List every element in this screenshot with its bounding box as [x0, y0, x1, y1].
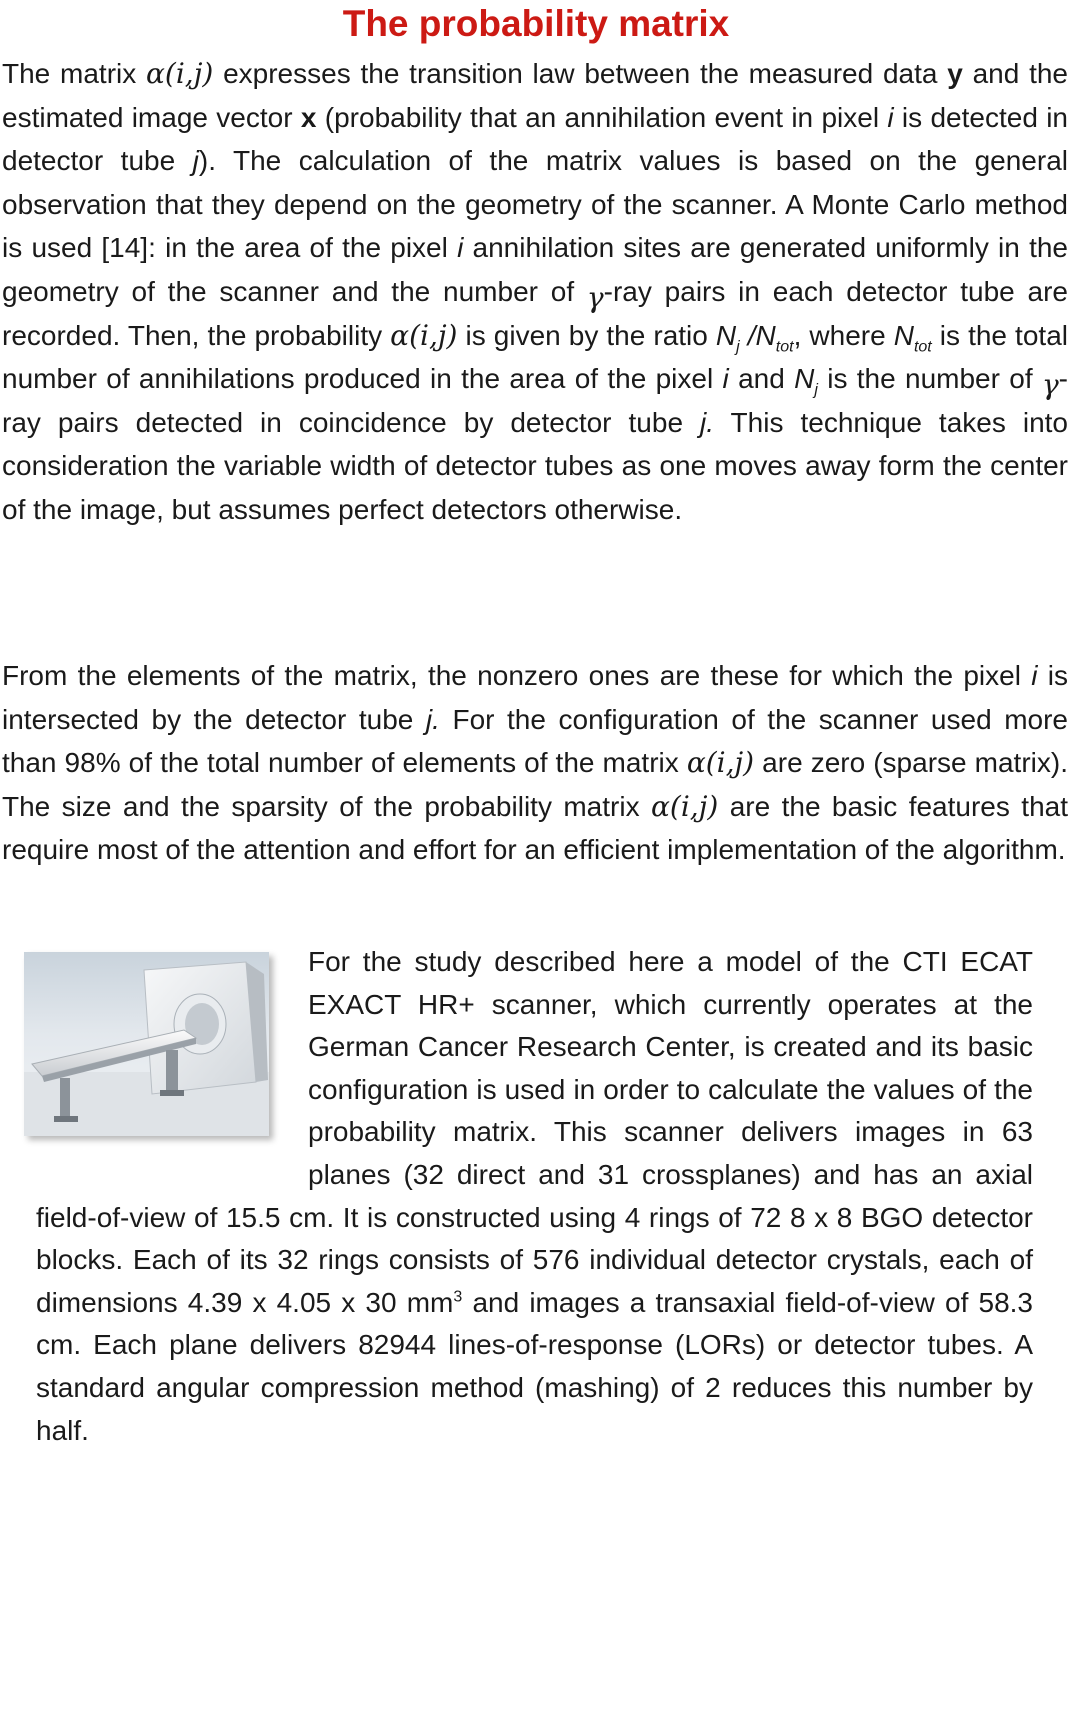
page-title: The probability matrix	[342, 3, 730, 44]
alpha-symbol: α(i,j)	[146, 57, 214, 90]
gamma-symbol: γ	[586, 280, 604, 314]
paragraph-transition-law: The matrix α(i,j) expresses the transition law between the measured data y and the estimated image vector x (probability that an annihilation event in pixel i is detected in detector tube j). The calculation of the matrix values is based on the general observation that they depend on the geometry of the scanner. A Monte Carlo method is used [14]: in the area of the pixel i annihilation sites are generated uniformly in the geometry of the scanner and the number of γ-ray pairs in each detector tube are recorded. Then, the probability α(i,j) is given by the ratio $N_j$ $/N_{tot}$, where $N_{tot}$ is the total number of annihilations produced in the area of the pixel i and $N_j$ is the number of γ-ray pairs detected in coincidence by detector tube j. This technique takes into consideration the variable width of detector tubes as one moves away form the center of the image, but assumes perfect detectors otherwise.	[2, 57, 1069, 525]
paragraph-scanner-description: For the study described here a model of the CTI ECAT EXACT HR+ scanner, which currently operates at the German Cancer Research Center, is created and its basic configuration is used in order to calculate the values of the probability matrix. This scanner delivers images in 63 planes (32 direct and 31 crossplanes) and has an axial field-of-view of 15.5 cm. It is constructed using 4 rings of 72 8 x 8 BGO detector blocks. Each of its 32 rings consists of 576 individual detector crystals, each of dimensions 4.39 x 4.05 x 30 $mm^3$ and images a transaxial field-of-view of 58.3 cm. Each plane delivers 82944 lines-of-response (LORs) or detector tubes. A standard angular compression method (mashing) of 2 reduces this number by half.	[36, 941, 1033, 1452]
image-float-spacer	[36, 941, 308, 1181]
paragraph-sparsity: From the elements of the matrix, the nonzero ones are these for which the pixel i is intersected by the detector tube j. For the configuration of the scanner used more than 98% of the total number of elements of the matrix α(i,j) are zero (sparse matrix). The size and the sparsity of the probability matrix α(i,j) are the basic features that require most of the attention and effort for an efficient implementation of the algorithm.	[2, 660, 1069, 866]
